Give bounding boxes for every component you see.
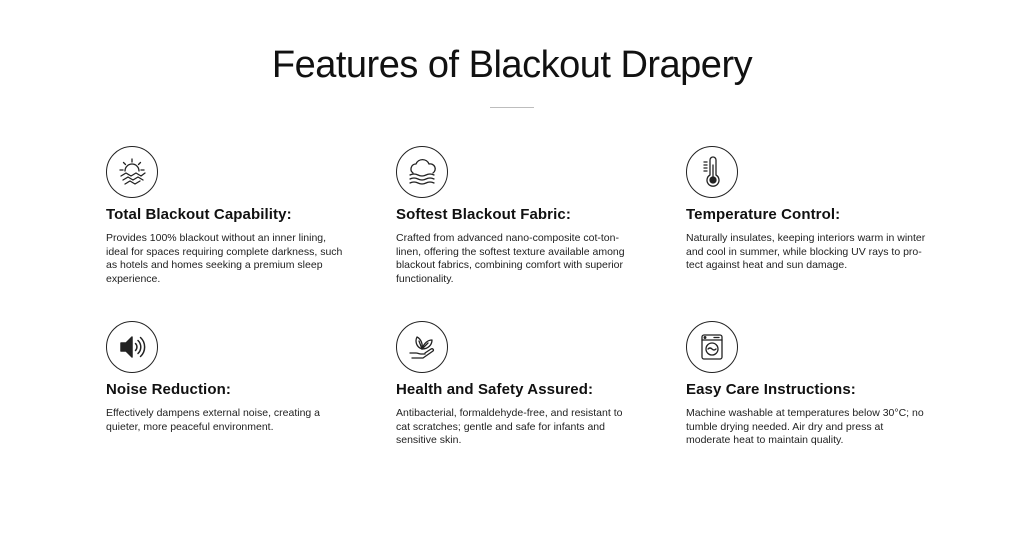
cloud-softness-icon	[396, 146, 448, 198]
feature-total-blackout	[106, 146, 346, 286]
feature-heading: Total Blackout Capability:	[106, 206, 292, 223]
feature-softest-fabric	[396, 146, 636, 286]
feature-heading: Noise Reduction:	[106, 381, 231, 398]
feature-description: Provides 100% blackout without an inner lining, ideal for spaces requiring complete darkness, such as hotels and homes seeking a premium sleep experience.	[106, 232, 343, 285]
leaf-hand-icon	[396, 321, 448, 373]
feature-description: Antibacterial, formaldehyde-free, and resistant to cat scratches; gentle and safe for infants and sensitive skin.	[396, 407, 623, 446]
feature-heading: Health and Safety Assured:	[396, 381, 594, 398]
feature-health-safety	[396, 321, 636, 448]
page-title: Features of Blackout Drapery	[271, 44, 753, 86]
feature-description: Naturally insulates, keeping interiors warm in winter and cool in summer, while blocking UV rays to pro-tect against heat and sun damage.	[686, 232, 926, 271]
feature-heading: Temperature Control:	[686, 206, 841, 223]
feature-heading: Easy Care Instructions:	[686, 381, 856, 398]
washing-machine-icon	[686, 321, 738, 373]
thermometer-icon	[686, 146, 738, 198]
feature-description: Effectively dampens external noise, creating a quieter, more peaceful environment.	[106, 407, 321, 433]
feature-description: Machine washable at temperatures below 30°C; no tumble drying needed. Air dry and press at moderate heat to maintain quality.	[686, 407, 924, 446]
feature-heading: Softest Blackout Fabric:	[396, 206, 571, 223]
sun-blackout-icon	[106, 146, 158, 198]
feature-description: Crafted from advanced nano-composite cot-ton-linen, offering the softest texture available among blackout fabrics, combining comfort with superior functionality.	[396, 232, 625, 285]
feature-noise-reduction	[106, 321, 346, 434]
title-divider	[490, 107, 534, 108]
feature-easy-care	[686, 321, 926, 448]
speaker-icon	[106, 321, 158, 373]
feature-temperature-control	[686, 146, 926, 273]
